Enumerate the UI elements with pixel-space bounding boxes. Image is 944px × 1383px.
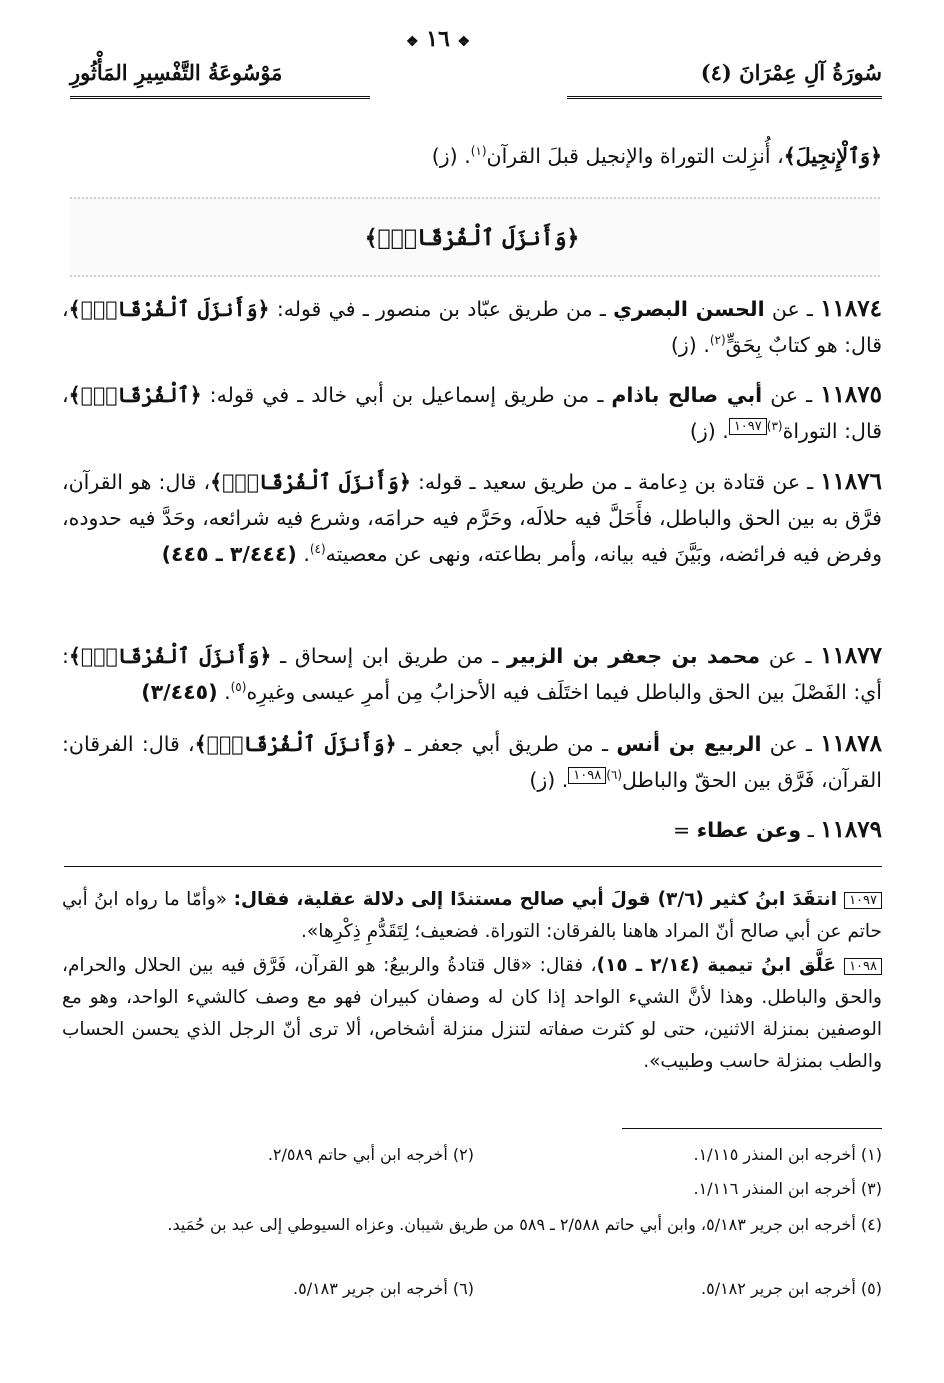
comments-divider xyxy=(64,866,882,867)
entry-number: ١١٨٧٧ xyxy=(820,642,882,669)
comment-ref-box[interactable]: ١٠٩٧ xyxy=(729,418,767,435)
book-title: مَوْسُوعَةُ التَّفْسِيرِ المَأْثُورِ xyxy=(70,60,283,85)
entry-number: ١١٨٧٨ xyxy=(820,730,882,757)
footnote: (٢) أخرجه ابن أبي حاتم ٢/٥٨٩. xyxy=(267,1145,474,1164)
footnote: (٣) أخرجه ابن المنذر ١/١١٦. xyxy=(693,1179,882,1198)
intro-paragraph: ﴿وَٱلْإِنجِيلَ﴾، أُنزِلت التوراة والإنجيل قبلَ القرآن$^{(١)}$. (ز) xyxy=(431,144,882,168)
volume-ref: (٣/٤٤٥) xyxy=(141,680,218,704)
footnote: (٦) أخرجه ابن جرير ٥/١٨٣. xyxy=(293,1279,474,1298)
entry-number: ١١٨٧٥ xyxy=(820,381,882,408)
running-header xyxy=(70,58,882,98)
footnote: (٤) أخرجه ابن جرير ٥/١٨٣، وابن أبي حاتم ٢/٥٨٨ ـ ٥٨٩ من طريق شيبان. وعزاه السيوطي إلى عبد بن حُمَيد. xyxy=(167,1215,882,1234)
entry-number: ١١٨٧٤ xyxy=(820,295,882,322)
narrator-name: محمد بن جعفر بن الزبير xyxy=(507,644,761,668)
comment-ref-box[interactable]: ١٠٩٨ xyxy=(568,767,606,784)
footnote: (١) أخرجه ابن المنذر ١/١١٥. xyxy=(693,1145,882,1164)
footnotes-divider xyxy=(622,1128,882,1129)
narrator-name: وعن عطاء xyxy=(696,818,802,842)
ornament-icon: ❖ xyxy=(457,34,471,50)
narrator-name: الحسن البصري xyxy=(613,297,765,321)
comment-number-box: ١٠٩٧ xyxy=(844,892,882,909)
commentary-note: ١٠٩٧ انتقَدَ ابنُ كثير (٣/٦) قولَ أبي صالح مستندًا إلى دلالة عقلية، فقال: «وأمّا ما رواه ابنُ أبي حاتم عن أبي صالح أنّ المراد هاهنا بالفرقان: التوراة. فضعيف؛ لِتَقَدُّمِ ذِكْرِها». xyxy=(62,889,882,942)
comment-number-box: ١٠٩٨ xyxy=(844,958,882,975)
narrator-name: الربيع بن أنس xyxy=(616,732,762,756)
narration-entry: ١١٨٧٤ ـ عن الحسن البصري ـ من طريق عبّاد بن منصور ـ في قوله: ﴿وَأَنزَلَ ٱلْفُرْقَانَۗ﴾، قال: هو كتابٌ بِحَقٍّ$^{(٢)}$. (ز) xyxy=(62,295,882,357)
volume-ref: (٣/٤٤٤ ـ ٤٤٥) xyxy=(161,542,297,566)
narration-entry: ١١٨٧٥ ـ عن أبي صالح باذام ـ من طريق إسماعيل بن أبي خالد ـ في قوله: ﴿ٱلْفُرْقَانَۗ﴾، قال: التوراة$^{(٣)}$١٠٩٧. (ز) xyxy=(62,381,882,443)
ornament-icon: ❖ xyxy=(405,34,419,50)
surah-title: سُورَةُ آلِ عِمْرَانَ (٤) xyxy=(700,60,882,85)
footnote: (٥) أخرجه ابن جرير ٥/١٨٢. xyxy=(701,1279,882,1298)
entry-number: ١١٨٧٦ xyxy=(820,468,882,495)
commentary-note: ١٠٩٨ عَلَّق ابنُ تيمية (٢/١٤ ـ ١٥)، فقال: «قال قتادةُ والربيعُ: هو القرآن، فَرَّق فيه بين الحلال والحرام، والحق والباطل. وهذا لأنَّ الشيء الواحد إذا كان له وصفان كبيران فهو مع وصف كالشيء الواحد، وهو مع الوصفين بمنزلة الاثنين، حتى لو كثرت صفاته لتنزل منزلة أشخاص، ألا ترى أنّ الرجل الذي يحسن الحساب والطب بمنزلة حاسب وطبيب». xyxy=(62,955,882,1072)
narration-entry: ١١٨٧٨ ـ عن الربيع بن أنس ـ من طريق أبي جعفر ـ ﴿وَأَنزَلَ ٱلْفُرْقَانَۗ﴾، قال: الفرقان: القرآن، فَرَّق بين الحقّ والباطل$^{(٦)}$١٠٩٨. (ز) xyxy=(62,730,882,792)
page-number: ❖ ١٦ ❖ xyxy=(405,26,471,52)
narration-entry: ١١٨٧٦ ـ عن قتادة بن دِعامة ـ من طريق سعيد ـ قوله: ﴿وَأَنزَلَ ٱلْفُرْقَانَۗ﴾، قال: هو القرآن، فرَّق به بين الحق والباطل، فأَحَلَّ فيه حلالَه، وحَرَّم فيه حرامَه، وشرع فيه شرائعه، وحَدَّ فيه حدوده، وفرض فيه فرائضه، وبَيَّنَ فيه بيانه، وأمر بطاعته، ونهى عن معصيته$^{(٤)}$. (٣/٤٤٤ ـ ٤٤٥) xyxy=(62,468,882,566)
narration-entry: ١١٨٧٩ ـ وعن عطاء = xyxy=(672,816,882,843)
section-heading: ﴿وَأَنزَلَ ٱلْفُرْقَانَۗ﴾ xyxy=(364,225,580,251)
header-rule-right xyxy=(567,96,882,99)
narration-entry: ١١٨٧٧ ـ عن محمد بن جعفر بن الزبير ـ من طريق ابن إسحاق ـ ﴿وَأَنزَلَ ٱلْفُرْقَانَۗ﴾: أي: الفَصْلَ بين الحق والباطل فيما اختَلَف فيه الأحزابُ مِن أمرِ عيسى وغيرِه$^{(٥)}$. (٣/٤٤٥) xyxy=(62,642,882,704)
header-rule-left xyxy=(70,96,370,99)
entry-number: ١١٨٧٩ xyxy=(820,816,882,843)
narrator-name: أبي صالح باذام xyxy=(611,383,763,407)
